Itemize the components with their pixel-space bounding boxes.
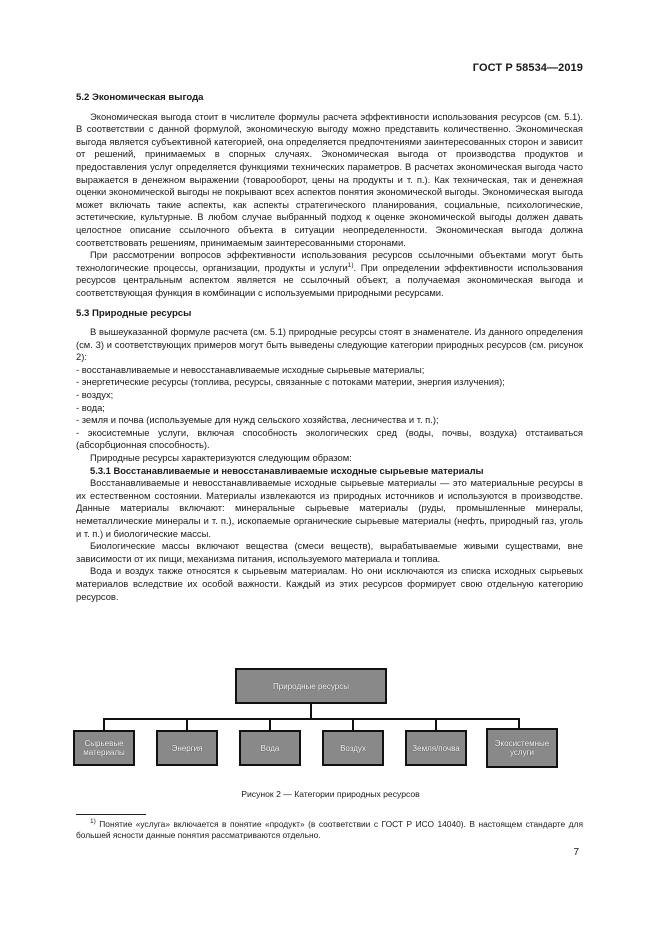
paragraph: Экономическая выгода стоит в числителе формулы расчета эффективности использования ресурсов (см. 5.1). В соответствии с данной формулой, экономическую выгоду можно представить количественно. Экономическая выгода является субъективной категорией, она определяется предпочтениями заинтересованных сторон и зависит от решений, принимаемых в спорных случаях. Экономическая выгода от производства продуктов и предоставления услуг определяется функциями технических параметров. В расчетах экономическая выгода часто выражается в денежном выражении (товарооборот, цены на продукты и т. п.). Как техническая, так и денежная оценки экономической выгоды не покрывают всех аспектов понятия экономической выгоды. Экономическая выгода может включать такие аспекты, как аспекты стратегического планирования, социальные, психологические, эстетические, культурные. В любом случае выбранный подход к оценке экономической выгоды должен давать целостное описание ссылочного объекта в ситуации неопределенности. Экономическая выгода должна соответствовать решениям, принимаемым заинтересованными сторонами. bbox=[76, 110, 583, 248]
connector-line bbox=[310, 704, 312, 718]
connector-line bbox=[103, 718, 105, 730]
standard-header: ГОСТ Р 58534—2019 bbox=[472, 62, 583, 74]
connector-line bbox=[269, 718, 271, 730]
connector-line bbox=[103, 718, 518, 720]
list-item: - воздух; bbox=[76, 389, 114, 401]
connector-line bbox=[352, 718, 354, 730]
connector-line bbox=[435, 718, 437, 730]
diagram-child-energy: Энергия bbox=[156, 730, 218, 766]
paragraph: В вышеуказанной формуле расчета (см. 5.1) природные ресурсы стоят в знаменателе. Из данного определения (см. 3) и соответствующих примеров могут быть выведены следующие категории природных ресурсов (см. рисунок 2): bbox=[76, 326, 583, 363]
paragraph: Биологические массы включают вещества (смеси веществ), вырабатываемые живыми существами, вне зависимости от их пищи, механизма питания, используемого материала и топлива. bbox=[76, 540, 583, 564]
figure-caption: Рисунок 2 — Категории природных ресурсов bbox=[241, 789, 420, 799]
page-number: 7 bbox=[573, 847, 579, 858]
footnote-ref[interactable]: 1) bbox=[347, 261, 354, 269]
footnote bbox=[76, 819, 583, 841]
subsection-title-5-3-1: 5.3.1 Восстанавливаемые и невосстанавливаемые исходные сырьевые материалы bbox=[90, 464, 484, 476]
main-text bbox=[76, 92, 583, 603]
diagram-child-land-soil: Земля/почва bbox=[405, 730, 467, 766]
section-title-5-3: 5.3 Природные ресурсы bbox=[76, 307, 192, 319]
diagram-child-water: Вода bbox=[239, 730, 301, 766]
footnote-text: Понятие «услуга» включается в понятие «продукт» (в соответствии с ГОСТ Р ИСО 14040). В настоящем стандарте для большей ясности данные понятия рассматриваются отдельно. bbox=[76, 819, 583, 840]
diagram-root-box: Природные ресурсы bbox=[235, 668, 387, 704]
paragraph-text: При рассмотрении вопросов эффективности использования ресурсов ссылочными объектами могут быть технологические процессы, организации, продукты и услуги bbox=[76, 249, 583, 273]
paragraph-text: . При определении эффективности использования ресурсов центральным аспектом является не ссылочный объект, а получаемая экономическая выгода и соответствующая функция в комбинации с используемыми природными ресурсами. bbox=[76, 261, 583, 298]
list-item: - экосистемные услуги, включая способность экологических сред (воды, почвы, воздуха) отстаиваться (абсорбционная способность). bbox=[76, 426, 583, 451]
resource-categories-diagram bbox=[73, 668, 563, 776]
connector-line bbox=[186, 718, 188, 730]
section-title-5-2: 5.2 Экономическая выгода bbox=[76, 92, 204, 103]
list-item: - энергетические ресурсы (топлива, ресурсы, связанные с потоками материи, энергия излучения); bbox=[76, 376, 505, 388]
paragraph: Восстанавливаемые и невосстанавливаемые исходные сырьевые материалы — это материальные ресурсы в их естественном состоянии. Материалы извлекаются из природных источников и используются в производстве. Данные материалы включают: минеральные сырьевые материалы (руды, промышленные минералы, неметаллические минералы и т. п.), ископаемые органические сырьевые материалы (нефть, природный газ, уголь и т. п.) и биологические массы. bbox=[76, 477, 583, 539]
list-item: - вода; bbox=[76, 401, 105, 413]
list-item: - земля и почва (используемые для нужд сельского хозяйства, лесничества и т. п.); bbox=[76, 414, 439, 426]
paragraph-with-footnote bbox=[76, 249, 583, 299]
diagram-child-air: Воздух bbox=[322, 730, 384, 766]
footnote-divider bbox=[76, 814, 146, 815]
diagram-child-ecosystem-services: Экосистемные услуги bbox=[486, 728, 558, 768]
list-item: - восстанавливаемые и невосстанавливаемые исходные сырьевые материалы; bbox=[76, 363, 425, 375]
footnote-marker: 1) bbox=[90, 818, 96, 826]
paragraph: Природные ресурсы характеризуются следующим образом: bbox=[90, 452, 352, 464]
diagram-child-raw-materials: Сырьевые материалы bbox=[73, 730, 135, 766]
paragraph: Вода и воздух также относятся к сырьевым материалам. Но они исключаются из списка исходных сырьевых материалов вследствие их особой важности. Каждый из этих ресурсов формирует свою отдельную категорию ресурсов. bbox=[76, 565, 583, 602]
